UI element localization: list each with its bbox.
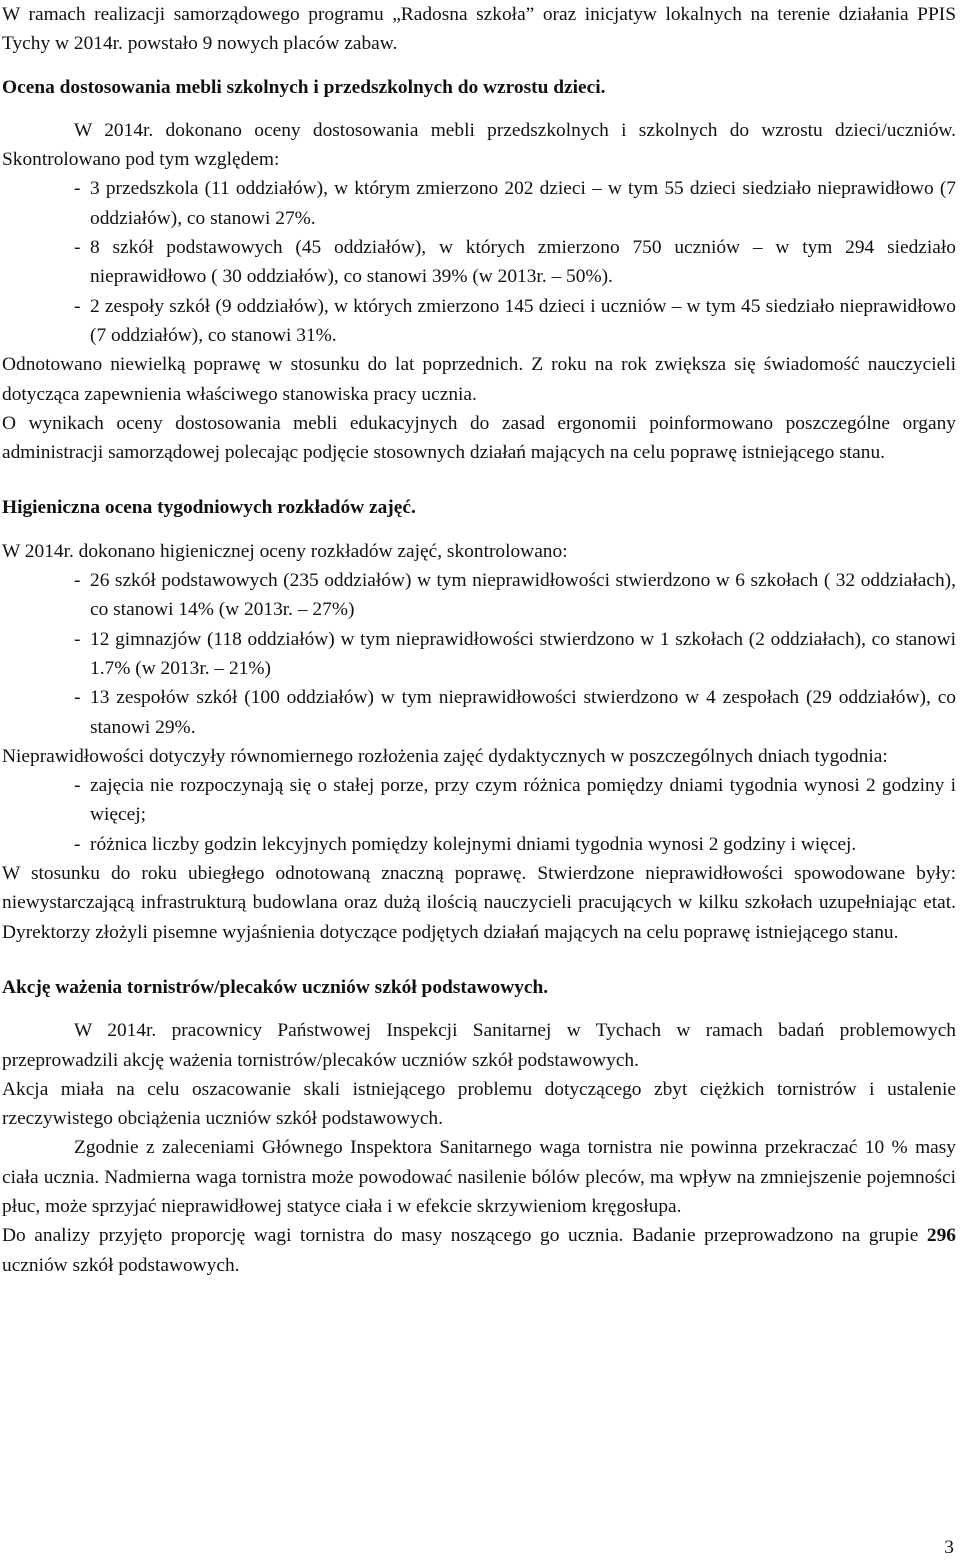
backpacks-paragraph-2: Akcja miała na celu oszacowanie skali istniejącego problemu dotyczącego zbyt ciężkich tornistrów i ustalenie rzeczywistego obciążenia uczniów szkół podstawowych. [2, 1078, 956, 1130]
list-item: - 26 szkół podstawowych (235 oddziałów) w tym nieprawidłowości stwierdzono w 6 szkołach ( 32 oddziałach), co stanowi 14% (w 2013r. – 27%) [74, 570, 956, 621]
furniture-list [2, 174, 956, 350]
page-number: 3 [944, 1537, 954, 1558]
schedule-list [2, 566, 956, 742]
list-item: - 8 szkół podstawowych (45 oddziałów), w których zmierzono 750 uczniów – w tym 294 siedziało nieprawidłowo ( 30 oddziałów), co stanowi 39% (w 2013r. – 50%). [74, 237, 956, 288]
backpacks-paragraph-3: Zgodnie z zaleceniami Głównego Inspektora Sanitarnego waga tornistra nie powinna przekraczać 10 % masy ciała ucznia. Nadmierna waga tornistra może powodować nasilenie bólów pleców, ma wpływ na zmniejszenie pojemności płuc, może sprzyjać nieprawidłowej statyce ciała i w efekcie skrzywieniom kręgosłupa. [2, 1137, 956, 1217]
furniture-paragraph-1: W 2014r. dokonano oceny dostosowania mebli przedszkolnych i szkolnych do wzrostu dzieci/uczniów. Skontrolowano pod tym względem: [2, 119, 956, 171]
schedule-paragraph-3: W stosunku do roku ubiegłego odnotowaną znaczną poprawę. Stwierdzone nieprawidłowości spowodowane były: niewystarczającą infrastrukturą budowlana oraz dużą ilością nauczycieli pracujących w kilku szkołach uzupełniając etat. Dyrektorzy złożyli pisemne wyjaśnienia dotyczące podjętych działań mających na celu poprawę istniejącego stanu. [2, 863, 956, 943]
list-item: - 13 zespołów szkół (100 oddziałów) w tym nieprawidłowości stwierdzono w 4 zespołach (29 oddziałów), co stanowi 29%. [74, 687, 956, 738]
furniture-paragraph-3: O wynikach oceny dostosowania mebli edukacyjnych do zasad ergonomii poinformowano poszczególne organy administracji samorządowej polecając podjęcie stosownych działań mających na celu poprawę istniejącego stanu. [2, 412, 956, 464]
schedule-paragraph-2: Nieprawidłowości dotyczyły równomiernego rozłożenia zajęć dydaktycznych w poszczególnych dniach tygodnia: [2, 745, 888, 767]
heading-furniture: Ocena dostosowania mebli szkolnych i przedszkolnych do wzrostu dzieci. [2, 76, 606, 98]
list-item: - zajęcia nie rozpoczynają się o stałej porze, przy czym różnica pomiędzy dniami tygodnia wynosi 2 godziny i więcej; [74, 775, 956, 826]
intro-paragraph: W ramach realizacji samorządowego programu „Radosna szkoła” oraz inicjatyw lokalnych na terenie działania PPIS Tychy w 2014r. powstało 9 nowych placów zabaw. [2, 4, 956, 55]
list-item: - 12 gimnazjów (118 oddziałów) w tym nieprawidłowości stwierdzono w 1 szkołach (2 oddziałach), co stanowi 1.7% (w 2013r. – 21%) [74, 628, 956, 679]
schedule-paragraph-1: W 2014r. dokonano higienicznej oceny rozkładów zajęć, skontrolowano: [2, 540, 568, 562]
backpacks-paragraph-1: W 2014r. pracownicy Państwowej Inspekcji Sanitarnej w Tychach w ramach badań problemowych przeprowadzili akcję ważenia tornistrów/plecaków uczniów szkół podstawowych. [2, 1020, 956, 1071]
sample-size: 296 [926, 1225, 956, 1247]
list-item: - 2 zespoły szkół (9 oddziałów), w których zmierzono 145 dzieci i uczniów – w tym 45 siedziało nieprawidłowo (7 oddziałów), co stanowi 31%. [74, 295, 956, 346]
backpacks-paragraph-4: Do analizy przyjęto proporcję wagi tornistra do masy noszącego go ucznia. Badanie przeprowadzono na grupie 296 uczniów szkół podstawowych. [2, 1225, 956, 1276]
schedule-issues-list [2, 771, 956, 859]
furniture-paragraph-2: Odnotowano niewielką poprawę w stosunku do lat poprzednich. Z roku na rok zwiększa się świadomość nauczycieli dotycząca zapewnienia właściwego stanowiska pracy ucznia. [2, 354, 956, 405]
list-item: - 3 przedszkola (11 oddziałów), w którym zmierzono 202 dzieci – w tym 55 dzieci siedziało nieprawidłowo (7 oddziałów), co stanowi 27%. [74, 178, 956, 229]
list-item: - różnica liczby godzin lekcyjnych pomiędzy kolejnymi dniami tygodnia wynosi 2 godziny i więcej. [74, 833, 857, 855]
heading-backpacks: Akcję ważenia tornistrów/plecaków uczniów szkół podstawowych. [2, 976, 549, 998]
document-page [2, 0, 956, 1280]
heading-schedule: Higieniczna ocena tygodniowych rozkładów zajęć. [2, 497, 416, 519]
